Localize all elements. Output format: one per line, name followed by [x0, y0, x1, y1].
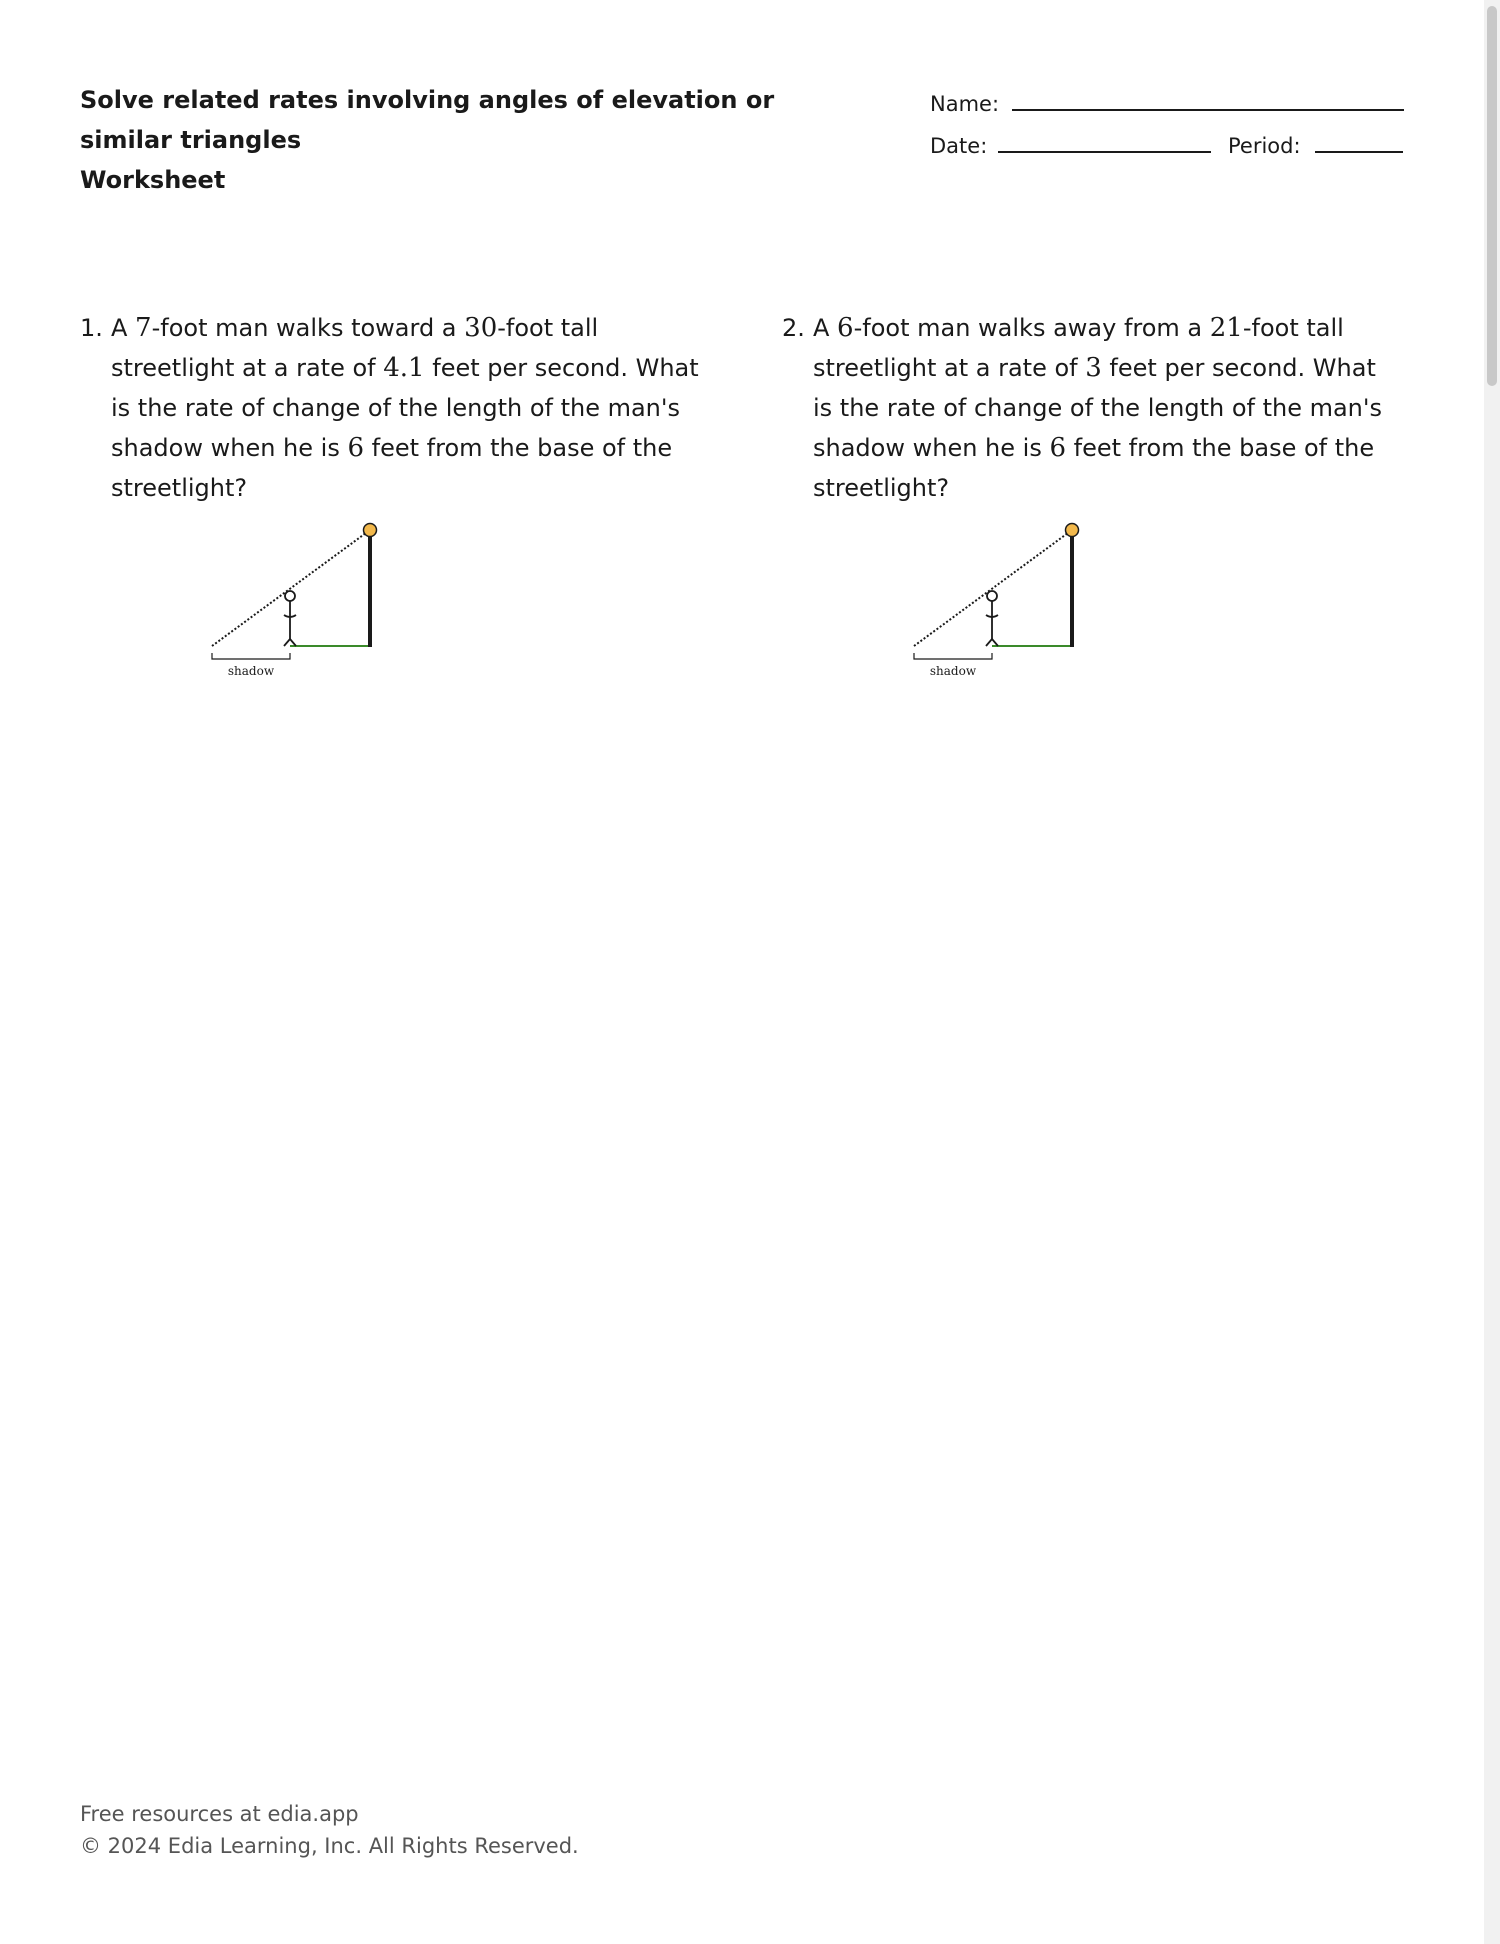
name-field[interactable]: [1012, 109, 1404, 111]
problem-text: A 6-foot man walks away from a 21-foot tall streetlight at a rate of 3 feet per second. What is the rate of change of the length of the man's shadow when he is 6 feet from the base of the streetlight?: [813, 313, 1382, 502]
shadow-label: shadow: [929, 664, 977, 678]
problem-1: [80, 308, 700, 508]
worksheet-title: Solve related rates involving angles of elevation or similar triangles: [80, 86, 775, 154]
lamp-icon: [364, 524, 377, 537]
math-value: 6: [1049, 433, 1066, 463]
man-icon: [284, 591, 296, 646]
period-label: Period:: [1228, 134, 1301, 158]
math-value: 21: [1209, 313, 1243, 343]
man-icon: [986, 591, 998, 646]
shadow-bracket: [914, 653, 992, 659]
problem-text: A 7-foot man walks toward a 30-foot tall streetlight at a rate of 4.1 feet per second. What is the rate of change of the length of the man's shadow when he is 6 feet from the base of the streetlight?: [111, 313, 699, 502]
problem-number: 2.: [782, 314, 805, 342]
streetlight-diagram: [200, 515, 400, 685]
date-label: Date:: [930, 134, 988, 158]
shadow-label: shadow: [227, 664, 275, 678]
shadow-bracket: [212, 653, 290, 659]
worksheet-subtitle: Worksheet: [80, 166, 226, 194]
math-value: 6: [347, 433, 364, 463]
streetlight-diagram: [902, 515, 1102, 685]
math-value: 4.1: [383, 353, 425, 383]
footer-resources: Free resources at edia.app: [80, 1802, 359, 1826]
math-value: 6: [837, 313, 854, 343]
footer-copyright: © 2024 Edia Learning, Inc. All Rights Reserved.: [80, 1834, 579, 1858]
math-value: 7: [135, 313, 152, 343]
scrollbar-thumb[interactable]: [1487, 6, 1497, 386]
light-ray: [914, 530, 1072, 646]
math-value: 3: [1085, 353, 1102, 383]
name-label: Name:: [930, 92, 1000, 116]
scrollbar[interactable]: [1484, 0, 1500, 1944]
period-field[interactable]: [1315, 151, 1403, 153]
math-value: 30: [464, 313, 498, 343]
lamp-icon: [1066, 524, 1079, 537]
date-field[interactable]: [998, 151, 1211, 153]
problem-2: [782, 308, 1402, 508]
light-ray: [212, 530, 370, 646]
problem-number: 1.: [80, 314, 103, 342]
